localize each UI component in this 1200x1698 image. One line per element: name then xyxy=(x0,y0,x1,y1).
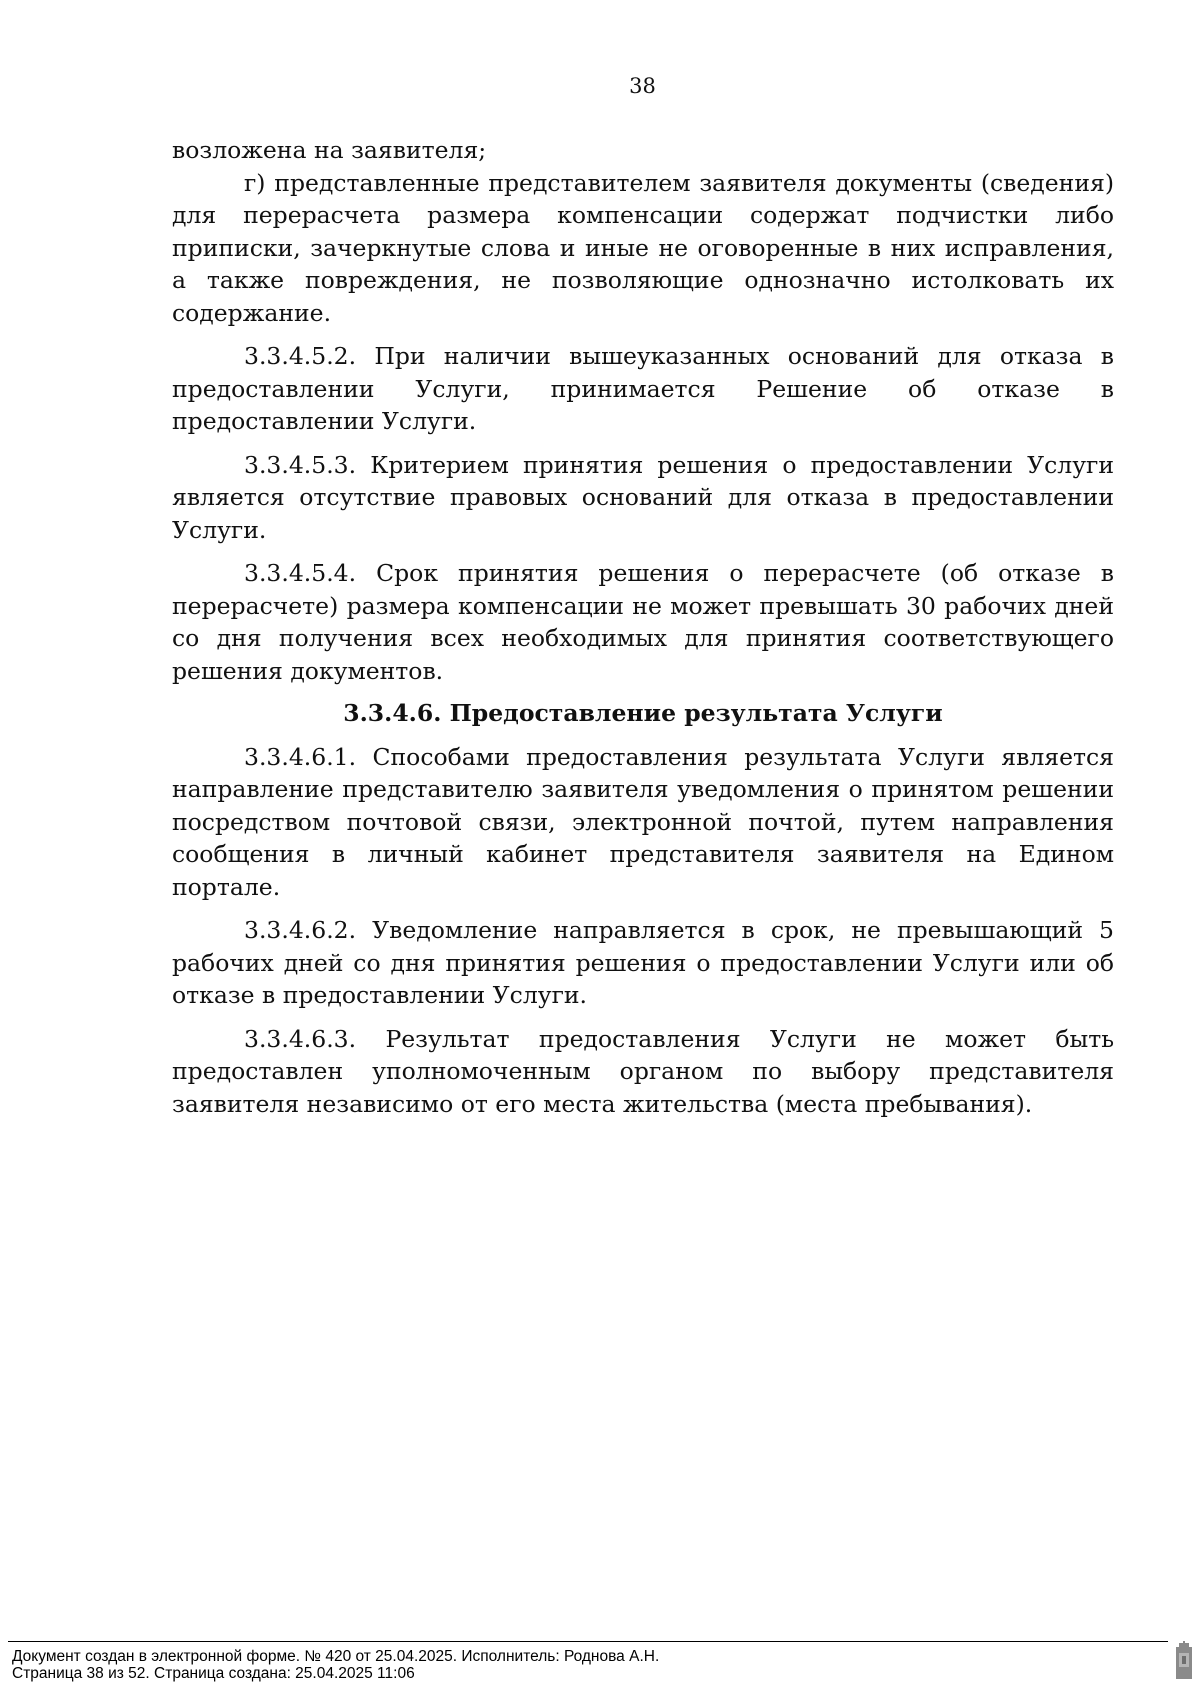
paragraph-item-g: г) представленные представителем заявителя документы (сведения) для перерасчета размера компенсации содержат подчистки либо приписки, зачеркнутые слова и иные не оговоренные в них исправления, а также повреждения, не позволяющие однозначно истолковать их содержание. xyxy=(172,168,1114,327)
footer-document-line: Документ создан в электронной форме. № 420 от 25.04.2025. Исполнитель: Роднова А.Н. xyxy=(12,1648,660,1665)
paragraph-3-3-4-5-3: 3.3.4.5.3. Критерием принятия решения о предоставлении Услуги является отсутствие правовых оснований для отказа в предоставлении Услуги. xyxy=(172,450,1114,544)
page-number: 38 xyxy=(629,74,656,98)
coat-of-arms-icon xyxy=(1174,1641,1194,1683)
footer-info xyxy=(12,1648,659,1682)
footer-divider xyxy=(8,1641,1168,1642)
paragraph-3-3-4-6-1: 3.3.4.6.1. Способами предоставления результата Услуги является направление представителю заявителя уведомления о принятом решении посредством почтовой связи, электронной почтой, путем направления сообщения в личный кабинет представителя заявителя на Едином портале. xyxy=(172,742,1114,901)
section-heading: 3.3.4.6. Предоставление результата Услуги xyxy=(343,699,943,727)
paragraph-3-3-4-6-3: 3.3.4.6.3. Результат предоставления Услуги не может быть предоставлен уполномоченным органом по выбору представителя заявителя независимо от его места жительства (места пребывания). xyxy=(172,1024,1114,1118)
document-body xyxy=(172,134,1114,1120)
paragraph-3-3-4-5-2: 3.3.4.5.2. При наличии вышеуказанных оснований для отказа в предоставлении Услуги, принимается Решение об отказе в предоставлении Услуги. xyxy=(172,342,1114,435)
paragraph-3-3-4-6-2: 3.3.4.6.2. Уведомление направляется в срок, не превышающий 5 рабочих дней со дня принятия решения о предоставлении Услуги или об отказе в предоставлении Услуги. xyxy=(172,916,1114,1009)
footer-page-line: Страница 38 из 52. Страница создана: 25.04.2025 11:06 xyxy=(12,1665,415,1682)
paragraph-3-3-4-5-4: 3.3.4.5.4. Срок принятия решения о перерасчете (об отказе в перерасчете) размера компенсации не может превышать 30 рабочих дней со дня получения всех необходимых для принятия соответствующего решения документов. xyxy=(172,559,1114,685)
paragraph-continuation: возложена на заявителя; xyxy=(172,136,487,164)
